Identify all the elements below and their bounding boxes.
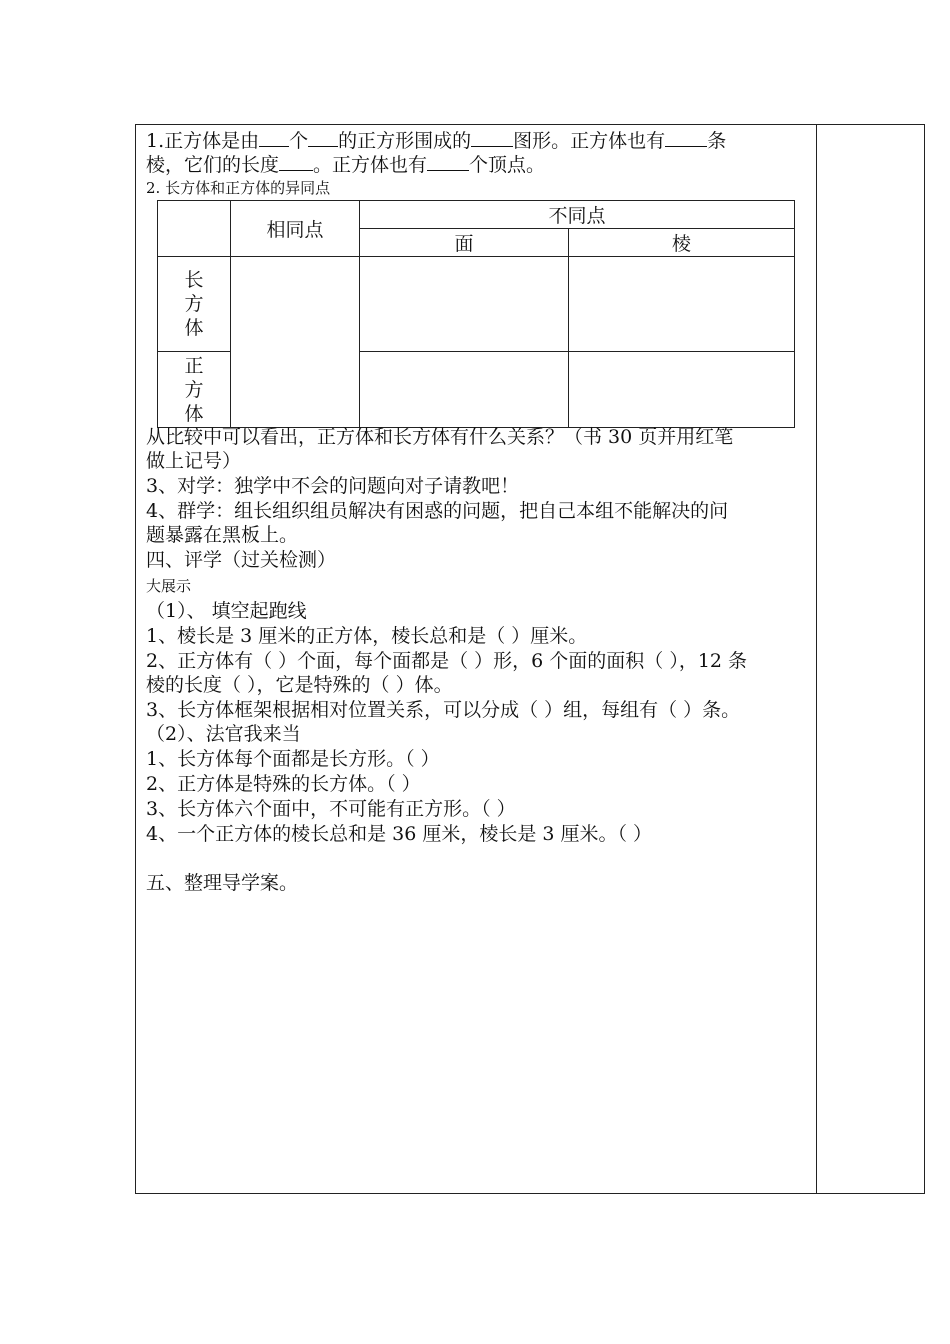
fill-q2-line-2: 棱的长度（ ），它是特殊的（ ）体。 [146, 674, 453, 696]
table-corner-cell [158, 201, 231, 257]
q1-text-d: 图形。正方体也有 [513, 130, 666, 152]
cube-edge-cell[interactable] [569, 352, 795, 428]
question-2-title: 2. 长方体和正方体的异同点 [146, 179, 331, 197]
body-line-5: 题暴露在黑板上。 [146, 524, 299, 546]
fill-blank-heading: （1）、 填空起跑线 [146, 600, 307, 622]
judge-heading: （2）、法官我来当 [146, 723, 301, 745]
q1-text-g: 。正方体也有 [313, 154, 428, 176]
row-label-cube-text: 正方体 [184, 354, 204, 425]
fill-q2-line-1: 2、正方体有（ ）个面，每个面都是（ ）形，6 个面的面积（ ），12 条 [146, 650, 748, 672]
same-answer-cell[interactable] [231, 257, 360, 428]
q1-text-c: 的正方形围成的 [338, 130, 472, 152]
q1-text-f: 棱，它们的长度 [146, 154, 280, 176]
question-1-line-1 [146, 128, 726, 153]
row-label-cuboid-text: 长方体 [184, 269, 204, 339]
answer-blank[interactable] [665, 128, 707, 147]
q1-text-a: 1.正方体是由 [146, 130, 260, 152]
fill-q3: 3、长方体框架根据相对位置关系，可以分成（ ）组，每组有（ ）条。 [146, 699, 741, 721]
big-show-label: 大展示 [146, 577, 192, 595]
body-line-4: 4、群学：组长组织组员解决有困惑的问题，把自己本组不能解决的问 [146, 500, 729, 522]
answer-blank[interactable] [471, 128, 513, 147]
row-label-cube [158, 352, 231, 428]
section-4-heading: 四、评学（过关检测） [146, 549, 337, 571]
header-diff: 不同点 [360, 201, 795, 229]
cuboid-edge-cell[interactable] [569, 257, 795, 352]
judge-q2: 2、正方体是特殊的长方体。（ ） [146, 773, 421, 795]
header-edge: 棱 [569, 229, 795, 257]
column-divider [816, 125, 817, 1193]
question-1-line-2 [146, 152, 545, 177]
judge-q1: 1、长方体每个面都是长方形。（ ） [146, 748, 440, 770]
body-line-1: 从比较中可以看出，正方体和长方体有什么关系？（书 30 页并用红笔 [146, 426, 734, 448]
cube-face-cell[interactable] [360, 352, 569, 428]
section-5-heading: 五、整理导学案。 [146, 872, 299, 894]
answer-blank[interactable] [427, 152, 469, 171]
cuboid-face-cell[interactable] [360, 257, 569, 352]
header-face: 面 [360, 229, 569, 257]
q1-text-b: 个 [289, 130, 309, 152]
judge-q3: 3、长方体六个面中，不可能有正方形。（ ） [146, 798, 516, 820]
answer-blank[interactable] [259, 128, 289, 147]
body-line-2: 做上记号） [146, 450, 242, 472]
comparison-table [157, 200, 795, 428]
q1-text-e: 条 [707, 130, 727, 152]
body-line-3: 3、对学：独学中不会的问题向对子请教吧！ [146, 475, 520, 497]
header-same: 相同点 [231, 201, 360, 257]
row-label-cuboid [158, 257, 231, 352]
answer-blank[interactable] [279, 152, 313, 171]
q1-text-h: 个顶点。 [469, 154, 546, 176]
answer-blank[interactable] [308, 128, 338, 147]
fill-q1: 1、棱长是 3 厘米的正方体，棱长总和是（ ）厘米。 [146, 625, 588, 647]
worksheet-frame [135, 124, 925, 1194]
judge-q4: 4、一个正方体的棱长总和是 36 厘米，棱长是 3 厘米。（ ） [146, 823, 653, 845]
